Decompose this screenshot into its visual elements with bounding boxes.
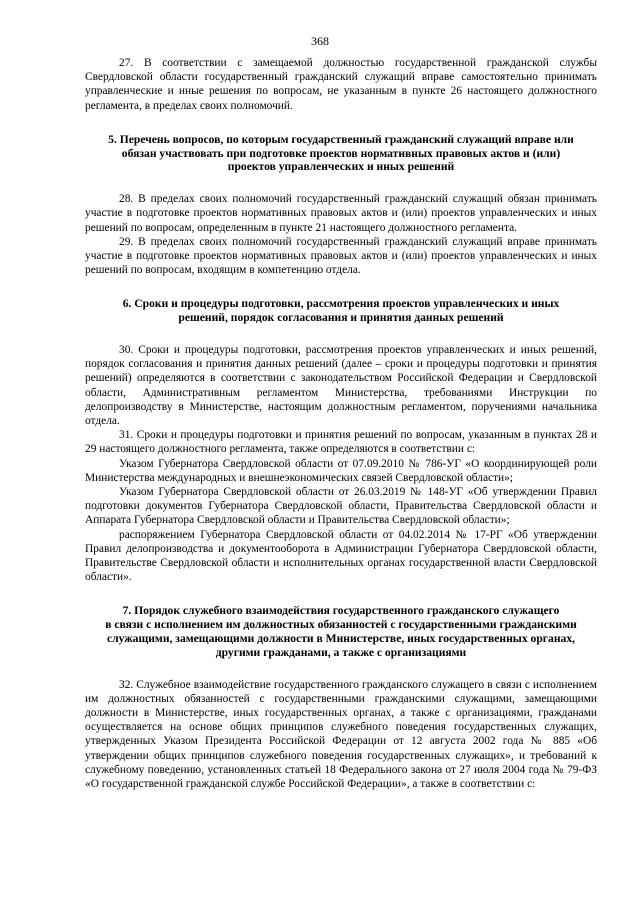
paragraph-28: 28. В пределах своих полномочий государственный гражданский служащий обязан принимать участие в подготовке проектов нормативных правовых актов и (или) проектов управленческих и иных решений по вопросам, определенным в пункте 21 настоящего должностного регламента. (85, 193, 597, 234)
heading-line: проектов управленческих и иных решений (227, 160, 455, 174)
paragraph-32: 32. Служебное взаимодействие государственного гражданского служащего в связи с исполнением им должностных обязанностей с государственными гражданскими служащими, замещающими должности в Министерстве, иных государственных органах, а также с организациями, гражданами осуществляется на основе общих принципов служебного поведения государственных служащих, утвержденных Указом Президента Российской Федерации от 12 августа 2002 года № 885 «Об утверждении общих принципов служебного поведения государственных служащих», и требований к служебному поведению, установленных статьей 18 Федерального закона от 27 июля 2004 года № 79-ФЗ «О государственной гражданской службе Российской Федерации», а также в соответствии с: (85, 678, 597, 791)
section-heading-7 (85, 604, 597, 659)
section-heading-5 (85, 133, 597, 174)
document-body (85, 56, 597, 791)
heading-line: другими гражданами, а также с организациями (215, 645, 467, 659)
heading-line: решений, порядок согласования и принятия данных решений (178, 311, 504, 325)
heading-line: 5. Перечень вопросов, по которым государственный гражданский служащий вправе или (108, 132, 574, 146)
paragraph-30: 30. Сроки и процедуры подготовки, рассмотрения проектов управленческих и иных решений, порядок согласования и принятия данных решений (далее – сроки и процедуры подготовки и принятия решений) определяются в соответствии с законодательством Российской Федерации и Свердловской области, Административным регламентом Министерства, требованиями Инструкции по делопроизводству в Министерстве, настоящим должностным регламентом, поручениями начальника отдела. (85, 344, 597, 428)
heading-line: служащими, замещающими должности в Министерстве, иных государственных органах, (106, 632, 576, 646)
section-heading-6 (85, 297, 597, 325)
paragraph-31: 31. Сроки и процедуры подготовки и принятия решений по вопросам, указанным в пунктах 28 и 29 настоящего должностного регламента, также определяются в соответствии с: (85, 429, 597, 456)
page-number: 368 (311, 34, 329, 48)
heading-line: 6. Сроки и процедуры подготовки, рассмотрения проектов управленческих и иных (122, 297, 560, 311)
heading-line: в связи с исполнением им должностных обязанностей с государственными гражданскими (105, 618, 577, 632)
list-item-decree-148: Указом Губернатора Свердловской области от 26.03.2019 № 148-УГ «Об утверждении Правил подготовки документов Губернатора Свердловской области, Правительства Свердловской области и Аппарата Губернатора Свердловской области и Правительства Свердловской области»; (85, 486, 597, 527)
paragraph-29: 29. В пределах своих полномочий государственный гражданский служащий вправе принимать участие в подготовке проектов нормативных правовых актов и (или) проектов управленческих и иных решений по вопросам, входящим в компетенцию отдела. (85, 235, 597, 277)
heading-line: обязан участвовать при подготовке проектов нормативных правовых актов и (или) (121, 146, 561, 160)
list-item-order-17: распоряжением Губернатора Свердловской области от 04.02.2014 № 17-РГ «Об утверждении Правил делопроизводства и документооборота в Администрации Губернатора Свердловской области, Правительстве Свердловской области и исполнительных органах государственной власти Свердловской области». (85, 528, 597, 584)
list-item-decree-786: Указом Губернатора Свердловской области от 07.09.2010 № 786-УГ «О координирующей роли Министерства международных и внешнеэкономических связей Свердловской области»; (85, 457, 597, 484)
heading-line: 7. Порядок служебного взаимодействия государственного гражданского служащего (122, 604, 560, 618)
paragraph-27: 27. В соответствии с замещаемой должностью государственной гражданской службы Свердловской области государственный гражданский служащий вправе самостоятельно принимать управленческие и иные решения по вопросам, не указанным в пункте 26 настоящего должностного регламента, в пределах своих полномочий. (85, 57, 597, 112)
